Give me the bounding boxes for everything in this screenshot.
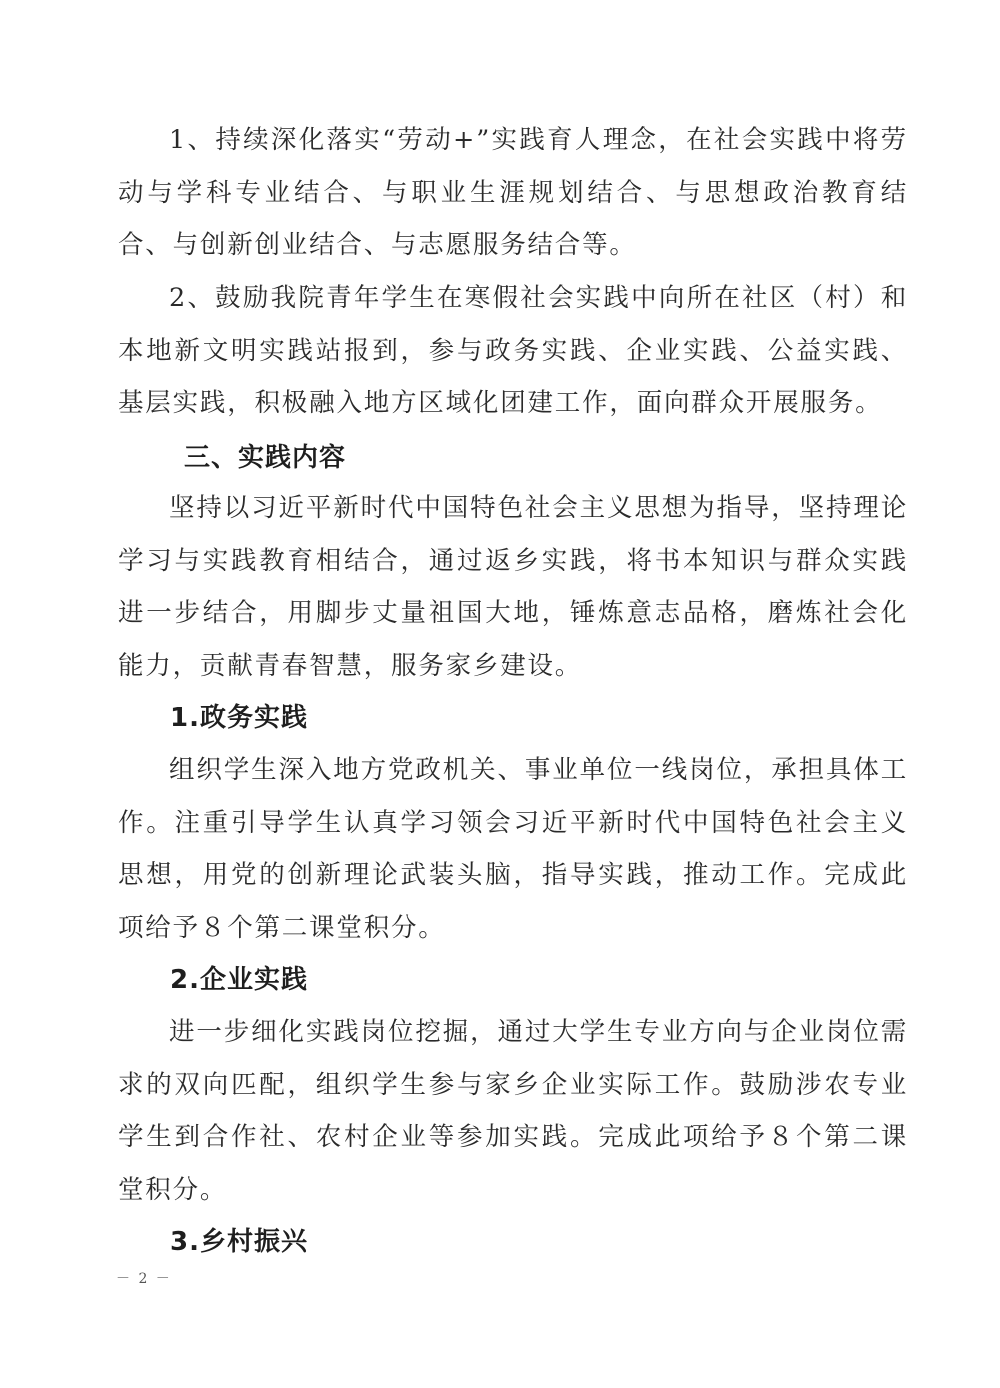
subheading-enterprise-practice: 2.企业实践 [170, 965, 308, 995]
paragraph-practice-guidance: 坚持以习近平新时代中国特色社会主义思想为指导，坚持理论学习与实践教育相结合，通过返乡实践，将书本知识与群众实践进一步结合，用脚步丈量祖国大地，锤炼意志品格，磨炼社会化能力，贡献青春智慧，服务家乡建设。 [118, 493, 908, 681]
section-heading-practice-content: 三、实践内容 [184, 443, 347, 473]
page-number: － 2 － [116, 1271, 172, 1287]
paragraph-government-practice: 组织学生深入地方党政机关、事业单位一线岗位，承担具体工作。注重引导学生认真学习领会习近平新时代中国特色社会主义思想，用党的创新理论武装头脑，指导实践，推动工作。完成此项给予８个第二课堂积分。 [118, 755, 908, 943]
paragraph-labor-practice: 1、持续深化落实“劳动+”实践育人理念，在社会实践中将劳动与学科专业结合、与职业生涯规划结合、与思想政治教育结合、与创新创业结合、与志愿服务结合等。 [118, 125, 908, 260]
subheading-rural-revitalization: 3.乡村振兴 [170, 1227, 308, 1257]
paragraph-enterprise-practice: 进一步细化实践岗位挖掘，通过大学生专业方向与企业岗位需求的双向匹配，组织学生参与家乡企业实际工作。鼓励涉农专业学生到合作社、农村企业等参加实践。完成此项给予８个第二课堂积分。 [118, 1017, 908, 1205]
subheading-government-practice: 1.政务实践 [170, 703, 308, 733]
paragraph-community-report: 2、鼓励我院青年学生在寒假社会实践中向所在社区（村）和本地新文明实践站报到，参与政务实践、企业实践、公益实践、基层实践，积极融入地方区域化团建工作，面向群众开展服务。 [118, 283, 908, 418]
